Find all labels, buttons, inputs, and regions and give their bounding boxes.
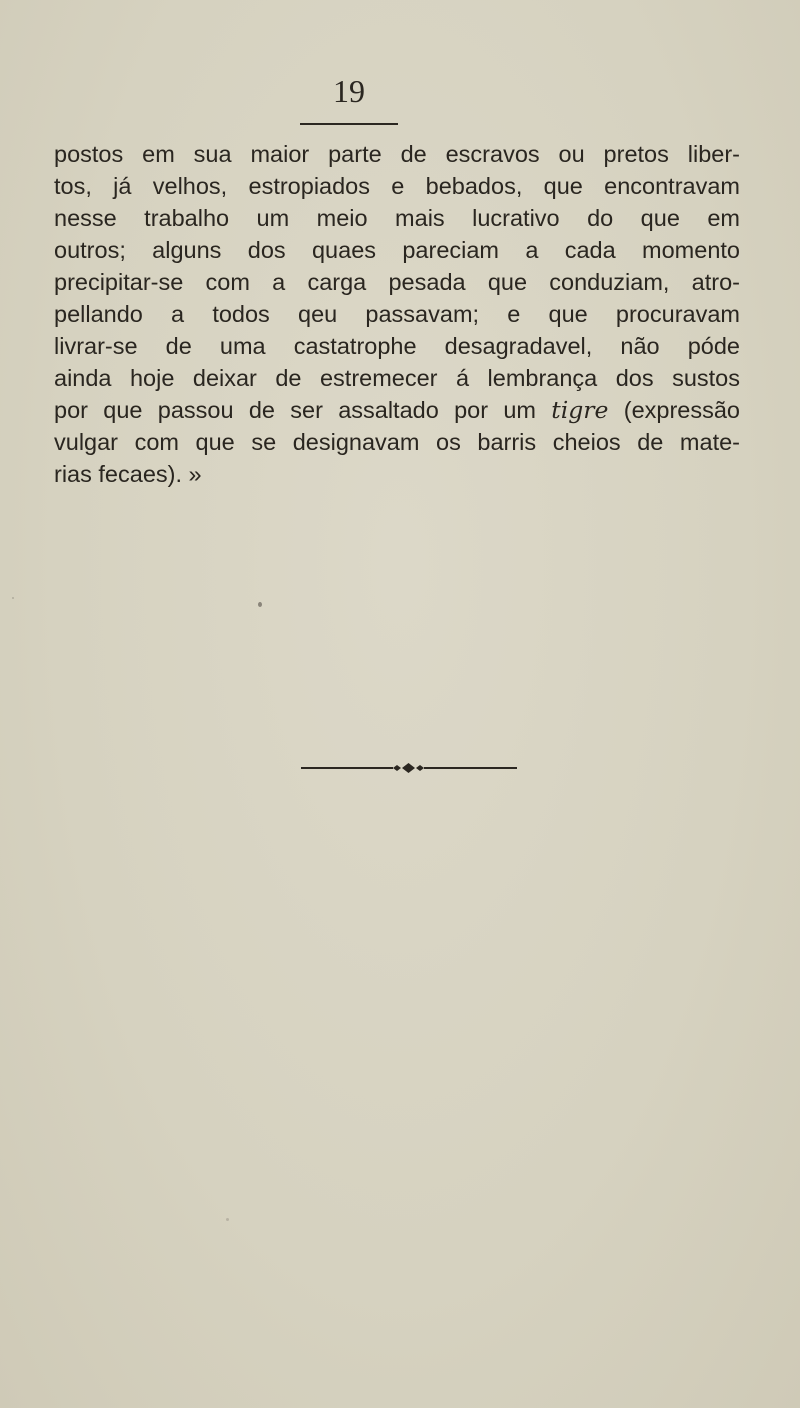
text-line: tos, já velhos, estropiados e bebados, que encontravam — [54, 173, 740, 199]
divider-rule-left — [301, 767, 393, 769]
text-line: precipitar-se com a carga pesada que conduziam, atro- — [54, 269, 740, 295]
body-paragraph — [54, 138, 740, 490]
text-line: vulgar com que se designavam os barris cheios de mate- — [54, 429, 740, 455]
page-number-rule — [300, 123, 398, 125]
diamond-divider-icon — [301, 763, 517, 773]
text-line: livrar-se de uma castatrophe desagradavel, não póde — [54, 333, 740, 359]
line-segment: por que passou de ser assaltado por um — [54, 397, 552, 423]
paper-speck — [258, 602, 262, 607]
italic-word: tigre — [551, 396, 609, 424]
paper-speck — [226, 1218, 229, 1221]
divider-rule-right — [424, 767, 517, 769]
page-number: 19 — [333, 73, 365, 109]
text-line: nesse trabalho um meio mais lucrativo do que em — [54, 205, 740, 231]
paper-speck — [12, 597, 14, 599]
text-line: pellando a todos qeu passavam; e que procuravam — [54, 301, 740, 327]
diamonds-icon — [393, 763, 424, 773]
text-line: outros; alguns dos quaes pareciam a cada momento — [54, 237, 740, 263]
line-segment: (expressão — [608, 397, 740, 423]
text-line: postos em sua maior parte de escravos ou pretos liber- — [54, 141, 740, 167]
text-line-with-italic — [54, 394, 740, 426]
text-line-last: rias fecaes). » — [54, 461, 202, 487]
text-line: ainda hoje deixar de estremecer á lembrança dos sustos — [54, 365, 740, 391]
